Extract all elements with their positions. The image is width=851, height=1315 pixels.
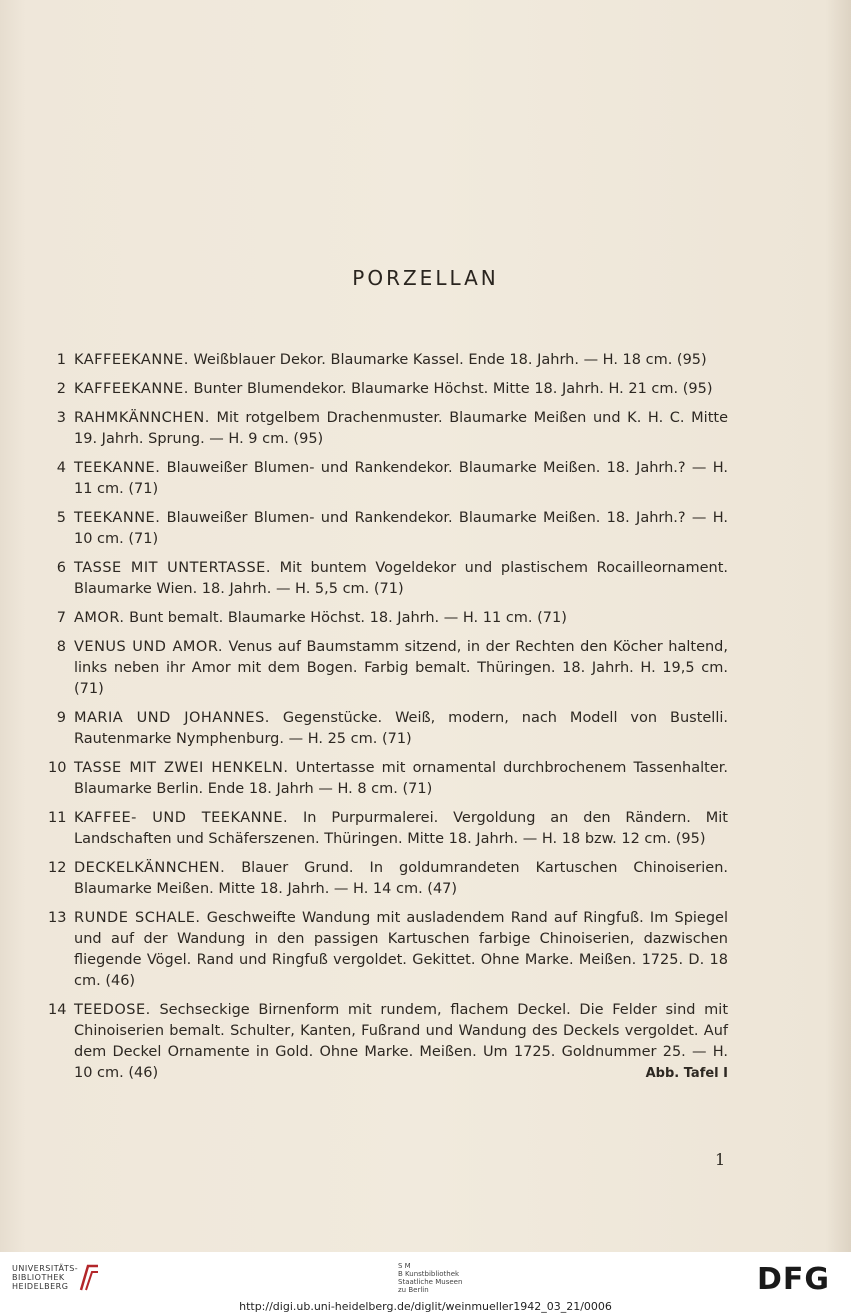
entry-text: Untertasse mit ornamental durchbrochenem Tassenhalter. Blaumarke Berlin. Ende 18. Jahrh — H. 8 cm. (71) (74, 760, 728, 797)
entry-number: 5 (56, 510, 66, 526)
entry-number: 10 (48, 760, 67, 776)
entry-heading: TASSE MIT UNTERTASSE. (74, 560, 271, 576)
entry-heading: KAFFEE- UND TEEKANNE. (74, 810, 289, 826)
stamp-line: Staatliche Museen (398, 1278, 463, 1286)
catalog-entry (48, 758, 728, 800)
entry-text: Mit rotgelbem Drachenmuster. Blaumarke Meißen und K. H. C. Mitte 19. Jahrh. Sprung. — H. 9 cm. (95) (74, 410, 729, 447)
entry-text: Bunter Blumendekor. Blaumarke Höchst. Mitte 18. Jahrh. H. 21 cm. (95) (193, 381, 713, 397)
catalog-entry (48, 458, 728, 500)
logo-line: UNIVERSITÄTS- (12, 1264, 79, 1273)
entry-text: Venus auf Baumstamm sitzend, in der Rechten den Köcher haltend, links neben ihr Amor mit dem Bogen. Farbig bemalt. Thüringen. 18. Jahrh. H. 19,5 cm. (71) (74, 639, 728, 697)
entry-heading: DECKELKÄNNCHEN. (74, 860, 226, 876)
source-url[interactable]: http://digi.ub.uni-heidelberg.de/diglit/weinmueller1942_03_21/0006 (239, 1300, 612, 1313)
dfg-logo: DFG (757, 1262, 831, 1297)
entry-number: 7 (56, 610, 66, 626)
catalog-entry (48, 608, 728, 629)
entry-heading: MARIA UND JOHANNES. (74, 710, 270, 726)
stamp-line: S M (398, 1262, 411, 1270)
entry-text: Geschweifte Wandung mit ausladendem Rand auf Ringfuß. Im Spiegel und auf der Wandung in den passigen Kartuschen farbige Chinoiserien, dazwischen fliegende Vögel. Rand und Ringfuß vergoldet. Gekittet. Ohne Marke. Meißen. 1725. D. 18 cm. (46) (74, 910, 728, 989)
catalog-entries (48, 350, 728, 1092)
entry-number: 13 (48, 910, 67, 926)
entry-number: 9 (56, 710, 66, 726)
library-emblem-icon (78, 1262, 100, 1294)
catalog-entry (48, 508, 728, 550)
entry-heading: VENUS UND AMOR. (74, 639, 223, 655)
catalog-entry (48, 637, 728, 700)
entry-number: 8 (56, 639, 66, 655)
entry-number: 14 (48, 1002, 67, 1018)
entry-heading: TEEKANNE. (74, 460, 161, 476)
stamp-line: zu Berlin (398, 1286, 429, 1294)
catalog-entry (48, 350, 728, 371)
entry-number: 3 (56, 410, 66, 426)
page-title: PORZELLAN (352, 266, 499, 290)
entry-heading: TEEKANNE. (74, 510, 161, 526)
entry-text: Blauer Grund. In goldumrandeten Kartuschen Chinoiserien. Blaumarke Meißen. Mitte 18. Jahrh. — H. 14 cm. (47) (74, 860, 728, 897)
entry-heading: RAHMKÄNNCHEN. (74, 410, 210, 426)
entry-heading: KAFFEEKANNE. (74, 381, 189, 397)
entry-text: In Purpurmalerei. Vergoldung an den Rändern. Mit Landschaften und Schäferszenen. Thüringen. Mitte 18. Jahrh. — H. 18 bzw. 12 cm. (95) (74, 810, 728, 847)
entry-text: Bunt bemalt. Blaumarke Höchst. 18. Jahrh. — H. 11 cm. (71) (129, 610, 567, 626)
entry-heading: RUNDE SCHALE. (74, 910, 201, 926)
logo-line: BIBLIOTHEK (12, 1273, 65, 1282)
entry-number: 11 (48, 810, 67, 826)
entry-number: 4 (56, 460, 66, 476)
catalog-entry (48, 558, 728, 600)
stamp-line: B Kunstbibliothek (398, 1270, 460, 1278)
entry-text: Weißblauer Dekor. Blaumarke Kassel. Ende 18. Jahrh. — H. 18 cm. (95) (193, 352, 707, 368)
catalog-entry (48, 408, 728, 450)
entry-heading: TASSE MIT ZWEI HENKELN. (74, 760, 289, 776)
entry-text: Blauweißer Blumen- und Rankendekor. Blaumarke Meißen. 18. Jahrh.? — H. 11 cm. (71) (74, 460, 728, 497)
entry-text: Mit buntem Vogeldekor und plastischem Rocailleornament. Blaumarke Wien. 18. Jahrh. — H. 5,5 cm. (71) (74, 560, 728, 597)
entry-number: 6 (56, 560, 66, 576)
catalog-entry (48, 808, 728, 850)
catalog-entry (48, 379, 728, 400)
catalog-entry (48, 908, 728, 992)
entry-heading: TEEDOSE. (74, 1002, 151, 1018)
entry-number: 2 (56, 381, 66, 397)
plate-reference: Abb. Tafel I (645, 1066, 728, 1081)
entry-number: 1 (56, 352, 66, 368)
logo-line: HEIDELBERG (12, 1282, 69, 1291)
catalog-entry (48, 858, 728, 900)
entry-heading: KAFFEEKANNE. (74, 352, 189, 368)
entry-text: Blauweißer Blumen- und Rankendekor. Blaumarke Meißen. 18. Jahrh.? — H. 10 cm. (71) (74, 510, 728, 547)
page-number: 1 (715, 1150, 726, 1169)
catalog-entry (48, 708, 728, 750)
entry-heading: AMOR. (74, 610, 125, 626)
entry-text: Sechseckige Birnenform mit rundem, flachem Deckel. Die Felder sind mit Chinoiserien bemalt. Schulter, Kanten, Fußrand und Wandung des Deckels vergoldet. Auf dem Deckel Ornamente in Gold. Ohne Marke. Meißen. Um 1725. Goldnummer 25. — H. 10 cm. (46) (74, 1002, 729, 1081)
entry-number: 12 (48, 860, 67, 876)
catalog-entry (48, 1000, 728, 1084)
museum-stamp (398, 1262, 462, 1294)
entry-text: Gegenstücke. Weiß, modern, nach Modell von Bustelli. Rautenmarke Nymphenburg. — H. 25 cm. (71) (74, 710, 729, 747)
university-library-logo (12, 1264, 78, 1291)
